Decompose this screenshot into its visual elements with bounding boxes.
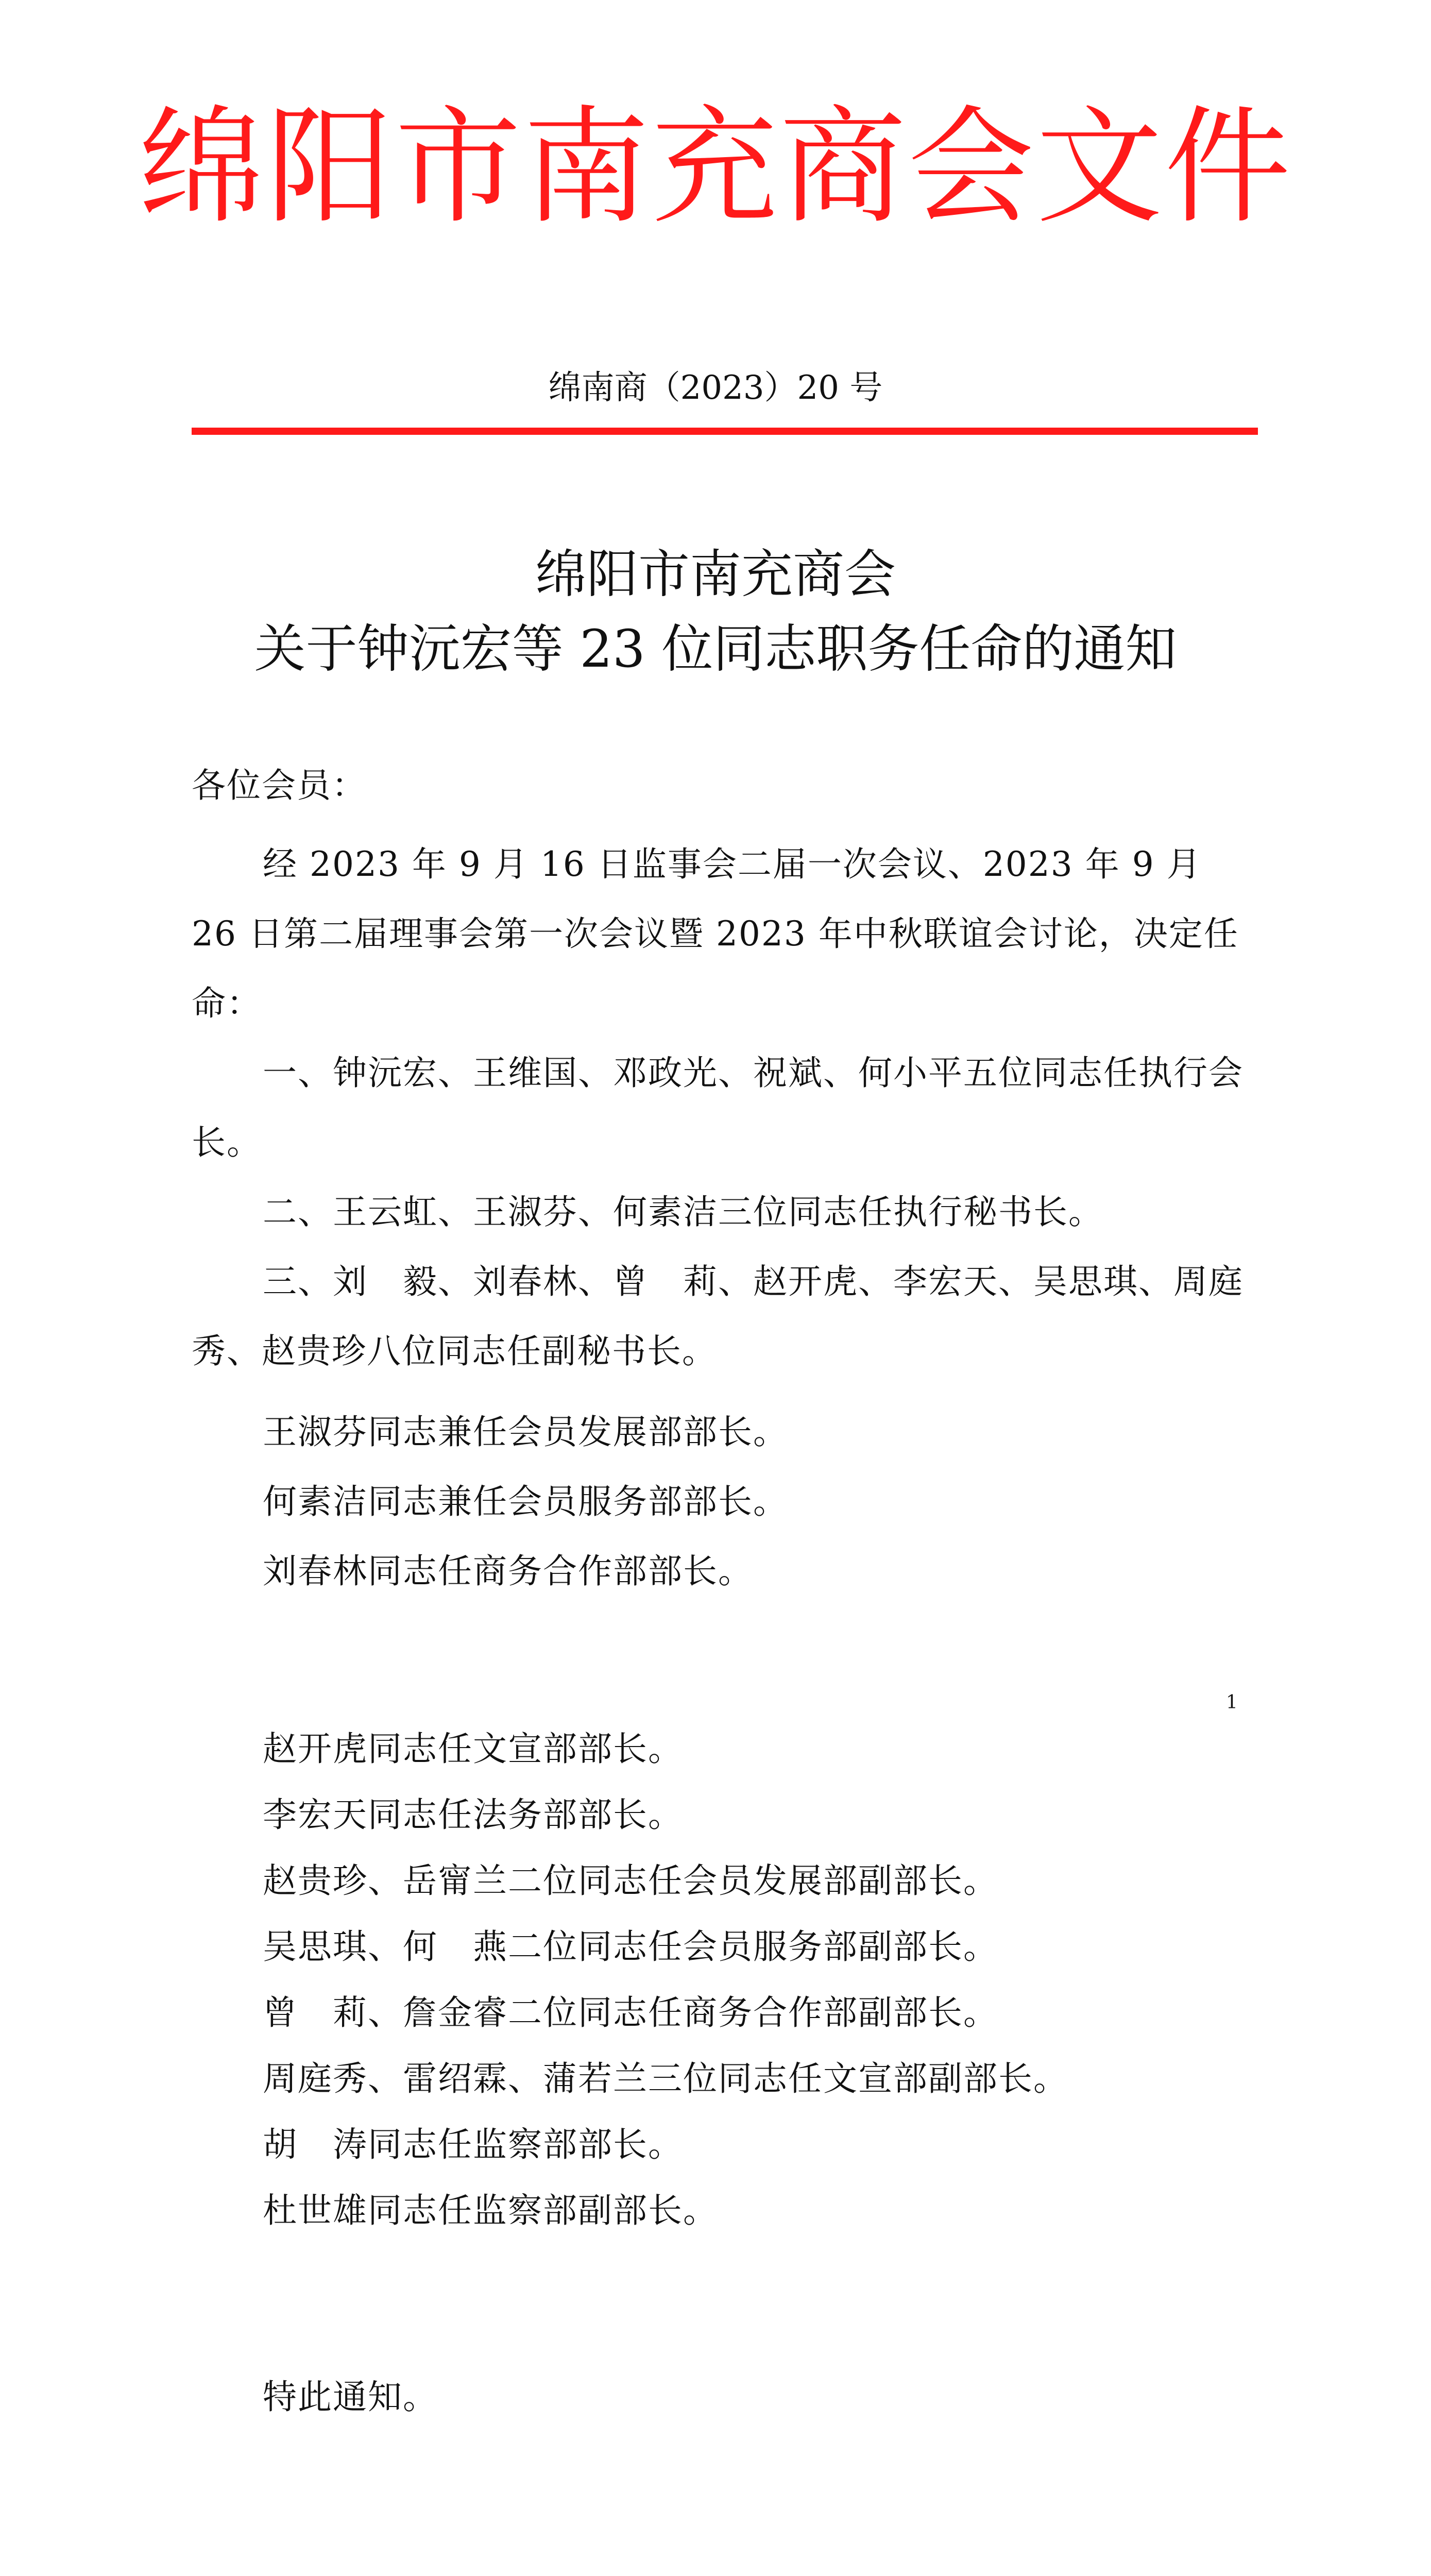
appointment-line: 曾 莉、詹金睿二位同志任商务合作部副部长。 — [263, 1993, 998, 2032]
appointment-line: 周庭秀、雷绍霖、蒲若兰三位同志任文宣部副部长。 — [263, 2059, 1068, 2098]
red-divider — [192, 428, 1258, 435]
appointment-line: 杜世雄同志任监察部副部长。 — [263, 2191, 718, 2230]
salutation: 各位会员： — [192, 766, 367, 805]
intro-paragraph: 经 2023 年 9 月 16 日监事会二届一次会议、2023 年 9 月 26 日第二届理事会第一次会议暨 2023 年中秋联谊会讨论，决定任命： — [192, 844, 1239, 1023]
appointment-line: 胡 涛同志任监察部部长。 — [263, 2125, 683, 2164]
appointment-line: 赵贵珍、岳甯兰二位同志任会员发展部副部长。 — [263, 1861, 998, 1901]
appointment-sub-3: 刘春林同志任商务合作部部长。 — [263, 1551, 753, 1591]
appointment-line: 赵开虎同志任文宣部部长。 — [263, 1729, 683, 1769]
appointment-sub-2: 何素洁同志兼任会员服务部部长。 — [263, 1482, 788, 1521]
appointment-sub-1: 王淑芬同志兼任会员发展部部长。 — [263, 1412, 788, 1452]
page-number-1: 1 — [1226, 1692, 1238, 1713]
closing-text: 特此通知。 — [263, 2377, 438, 2417]
appointment-item-3: 三、刘 毅、刘春林、曾 莉、赵开虎、李宏天、吴思琪、周庭秀、赵贵珍八位同志任副秘书长。 — [192, 1262, 1243, 1371]
document-title-line-2: 关于钟沅宏等 23 位同志职务任命的通知 — [254, 619, 1177, 679]
appointment-item-1: 一、钟沅宏、王维国、邓政光、祝斌、何小平五位同志任执行会长。 — [192, 1053, 1243, 1162]
document-number: 绵南商（2023）20 号 — [548, 369, 883, 407]
document-title-line-1: 绵阳市南充商会 — [535, 544, 896, 604]
appointment-line: 吴思琪、何 燕二位同志任会员服务部副部长。 — [263, 1927, 998, 1967]
masthead: 绵阳市南充商会文件 — [138, 94, 1293, 241]
appointment-line: 李宏天同志任法务部部长。 — [263, 1795, 683, 1835]
appointment-item-2: 二、王云虹、王淑芬、何素洁三位同志任执行秘书长。 — [263, 1192, 1103, 1232]
